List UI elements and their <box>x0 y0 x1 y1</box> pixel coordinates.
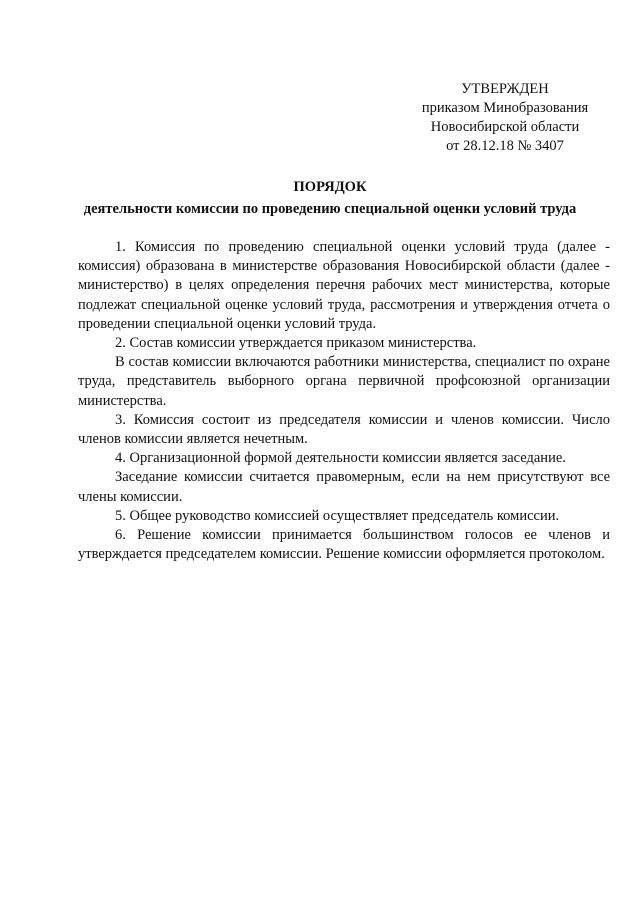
paragraph-3: В состав комиссии включаются работники министерства, специалист по охране труда, представитель выборного органа первичной профсоюзной организации министерства. <box>78 354 610 409</box>
paragraph-6: Заседание комиссии считается правомерным, если на нем присутствуют все члены комиссии. <box>78 469 610 505</box>
paragraph-7: 5. Общее руководство комиссией осуществляет председатель комиссии. <box>115 507 560 524</box>
document-body <box>78 238 610 564</box>
paragraph-8: 6. Решение комиссии принимается большинством голосов ее членов и утверждается председателем комиссии. Решение комиссии оформляется протоколом. <box>78 527 610 563</box>
paragraph-1: 1. Комиссия по проведению специальной оценки условий труда (далее - комиссия) образована в министерстве образования Новосибирской области (далее - министерство) в целях определения перечня рабочих мест министерства, которые подлежат специальной оценке условий труда, рассмотрения и утверждения отчета о проведении специальной оценки условий труда. <box>78 239 610 332</box>
approval-line-1: УТВЕРЖДЕН <box>461 81 549 97</box>
approval-line-4: от 28.12.18 № 3407 <box>446 138 564 154</box>
paragraph-5: 4. Организационной формой деятельности комиссии является заседание. <box>115 450 566 467</box>
approval-line-3: Новосибирской области <box>430 119 580 135</box>
document-title: ПОРЯДОК <box>293 179 367 195</box>
paragraph-4: 3. Комиссия состоит из председателя комиссии и членов комиссии. Число членов комиссии является нечетным. <box>78 411 610 448</box>
paragraph-2: 2. Состав комиссии утверждается приказом министерства. <box>115 335 477 352</box>
approval-stamp <box>400 80 610 156</box>
document-subtitle: деятельности комиссии по проведению специальной оценки условий труда <box>83 201 577 217</box>
approval-line-2: приказом Минобразования <box>421 100 589 116</box>
